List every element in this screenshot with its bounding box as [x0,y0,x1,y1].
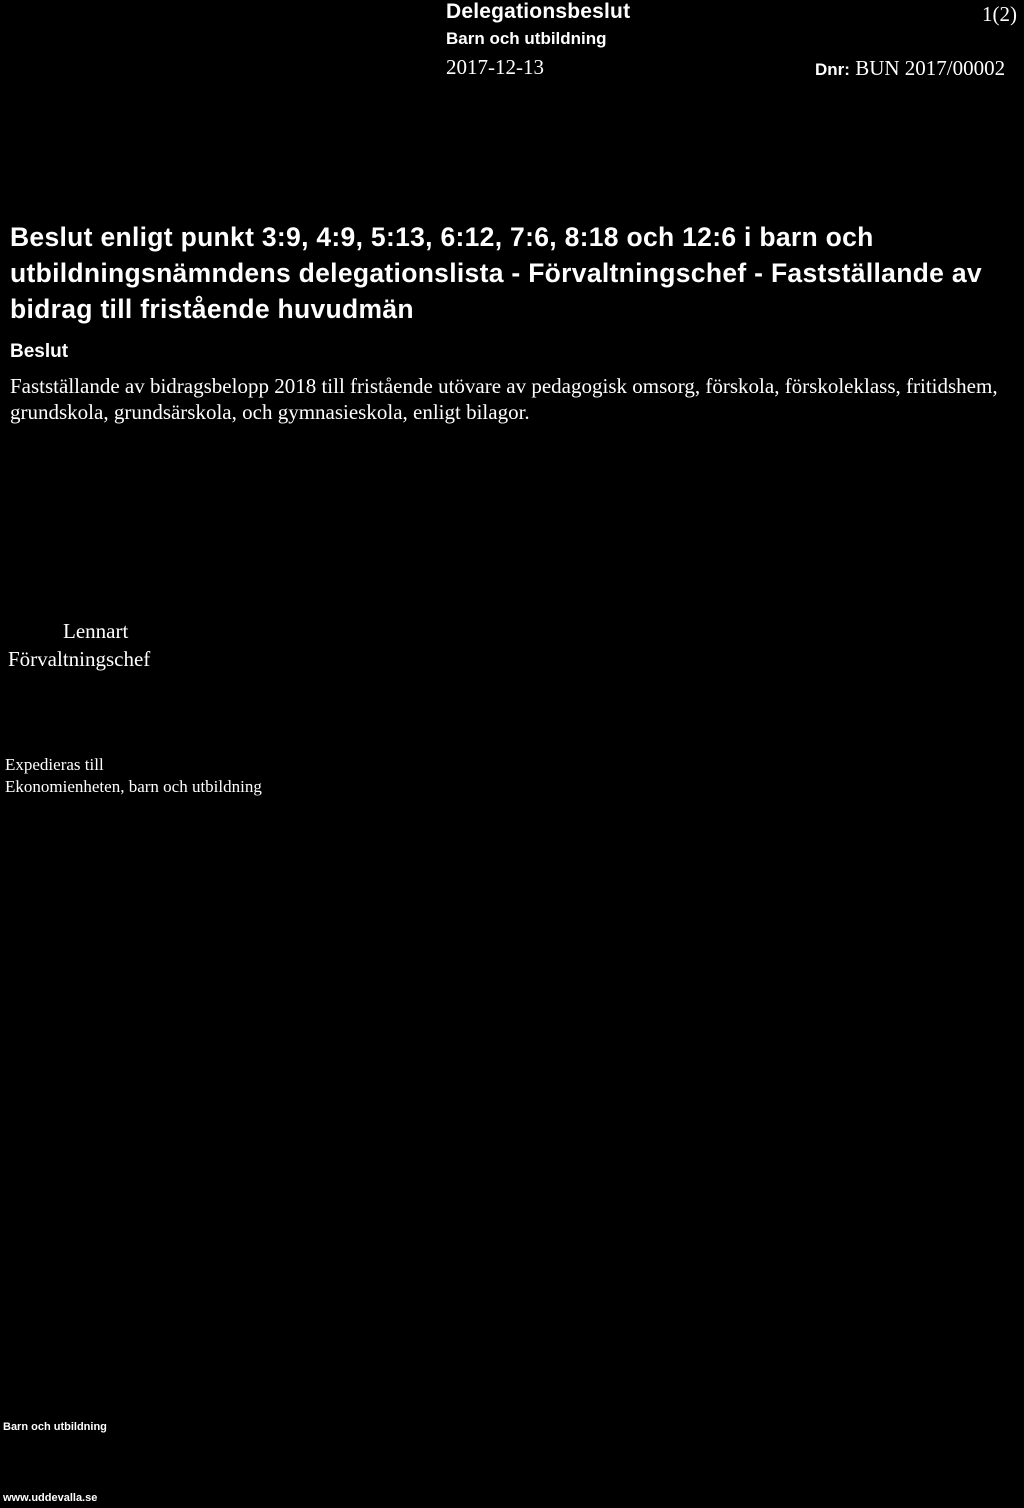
document-type: Delegationsbeslut [446,0,631,23]
diary-number [815,56,1005,81]
footer-website: www.uddevalla.se [3,1492,98,1504]
signatory-name: Lennart [63,619,129,643]
document-title: Beslut enligt punkt 3:9, 4:9, 5:13, 6:12, 7:6, 8:18 och 12:6 i barn och utbildningsnämndens delegationslista - Förvaltningschef - Fastställande av bidrag till fristående huvudmän [10,222,982,324]
signatory-role: Förvaltningschef [8,647,151,671]
decision-heading: Beslut [10,341,69,362]
decision-text: Fastställande av bidragsbelopp 2018 till fristående utövare av pedagogisk omsorg, förskola, förskoleklass, fritidshem, grundskola, grundsärskola, och gymnasieskola, enligt bilagor. [10,374,998,424]
diary-number-label: Dnr: [815,60,850,79]
distribution-recipients: Ekonomienheten, barn och utbildning [5,777,262,796]
distribution-label: Expedieras till [5,755,104,774]
diary-number-value: BUN 2017/00002 [855,56,1006,80]
page-number: 1(2) [982,2,1017,26]
document-date: 2017-12-13 [446,55,544,79]
footer-department: Barn och utbildning [3,1421,107,1433]
header-department: Barn och utbildning [446,29,607,48]
